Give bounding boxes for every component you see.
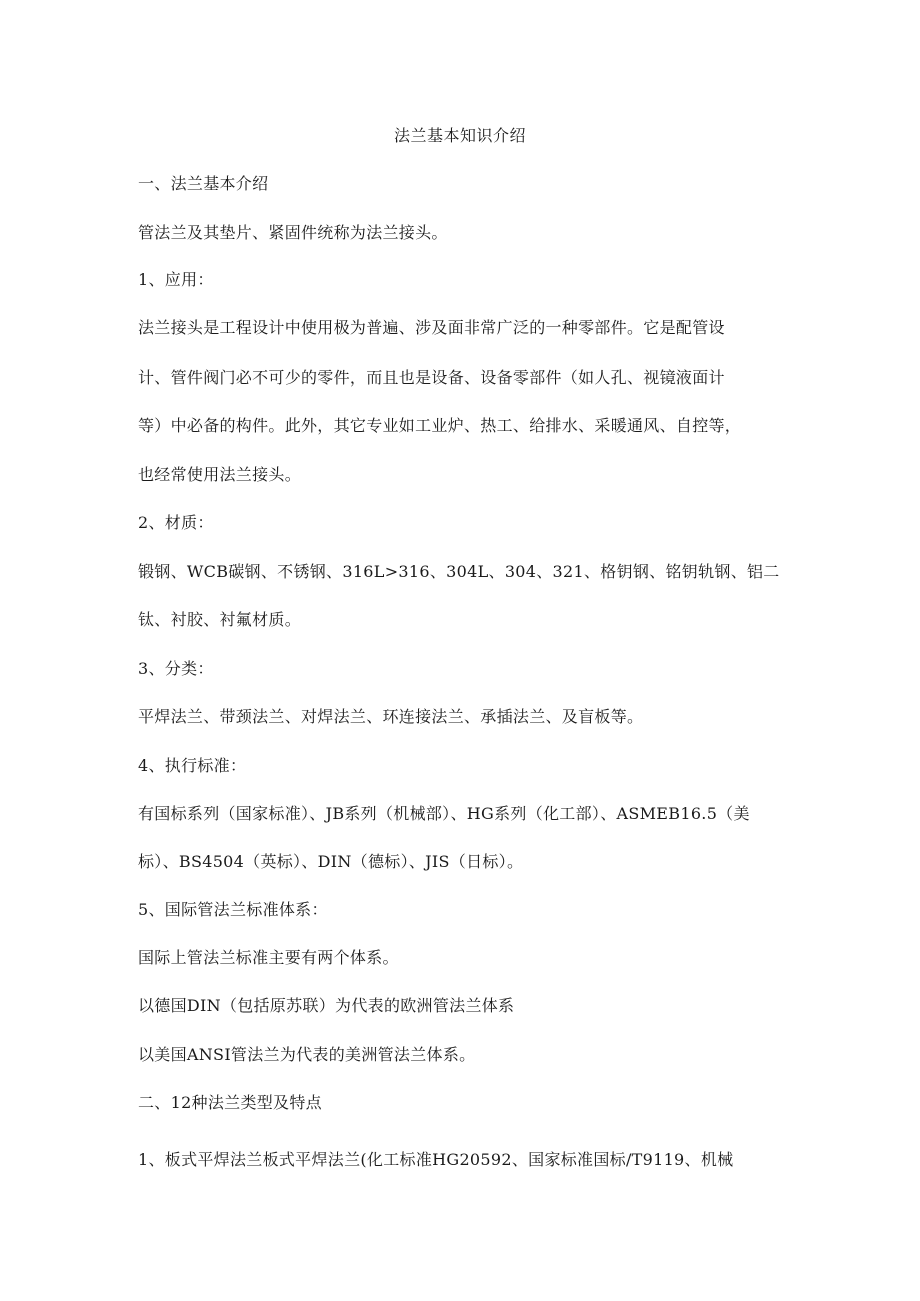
paragraph-line: 计、管件阀门必不可少的零件，而且也是设备、设备零部件（如人孔、视镜液面计 [138, 368, 725, 387]
paragraph-line: 也经常使用法兰接头。 [138, 465, 302, 484]
subsection-heading: 2、材质： [138, 513, 214, 532]
paragraph-line: 锻钢、WCB碳钢、不锈钢、316L>316、304L、304、321、格钥钢、铭钥轨钢、铝二 [138, 562, 780, 581]
subsection-heading: 5、国际管法兰标准体系： [138, 900, 328, 919]
paragraph-line: 有国标系列（国家标准）、JB系列（机械部）、HG系列（化工部）、ASMEB16.5（美 [138, 804, 750, 823]
paragraph-line: 以美国ANSI管法兰为代表的美洲管法兰体系。 [138, 1045, 476, 1064]
section-heading: 二、12种法兰类型及特点 [138, 1093, 322, 1112]
paragraph-line: 管法兰及其垫片、紧固件统称为法兰接头。 [138, 223, 448, 242]
paragraph-line: 法兰接头是工程设计中使用极为普遍、涉及面非常广泛的一种零部件。它是配管设 [138, 318, 725, 337]
subsection-heading: 3、分类： [138, 659, 214, 678]
paragraph-line: 1、板式平焊法兰板式平焊法兰(化工标准HG20592、国家标准国标/T9119、机械 [138, 1150, 734, 1169]
paragraph-line: 平焊法兰、带颈法兰、对焊法兰、环连接法兰、承插法兰、及盲板等。 [138, 707, 644, 726]
paragraph-line: 钛、衬胶、衬氟材质。 [138, 610, 302, 629]
paragraph-line: 国际上管法兰标准主要有两个体系。 [138, 948, 399, 967]
subsection-heading: 4、执行标准： [138, 756, 247, 775]
document-title: 法兰基本知识介绍 [393, 126, 526, 145]
paragraph-line: 以德国DIN（包括原苏联）为代表的欧洲管法兰体系 [138, 996, 515, 1015]
paragraph-line: 标）、BS4504（英标）、DIN（德标）、JIS（日标）。 [138, 852, 524, 871]
paragraph-line: 等）中必备的构件。此外，其它专业如工业炉、热工、给排水、采暖通风、自控等， [138, 416, 742, 435]
subsection-heading: 1、应用： [138, 270, 214, 289]
section-heading: 一、法兰基本介绍 [138, 174, 269, 193]
